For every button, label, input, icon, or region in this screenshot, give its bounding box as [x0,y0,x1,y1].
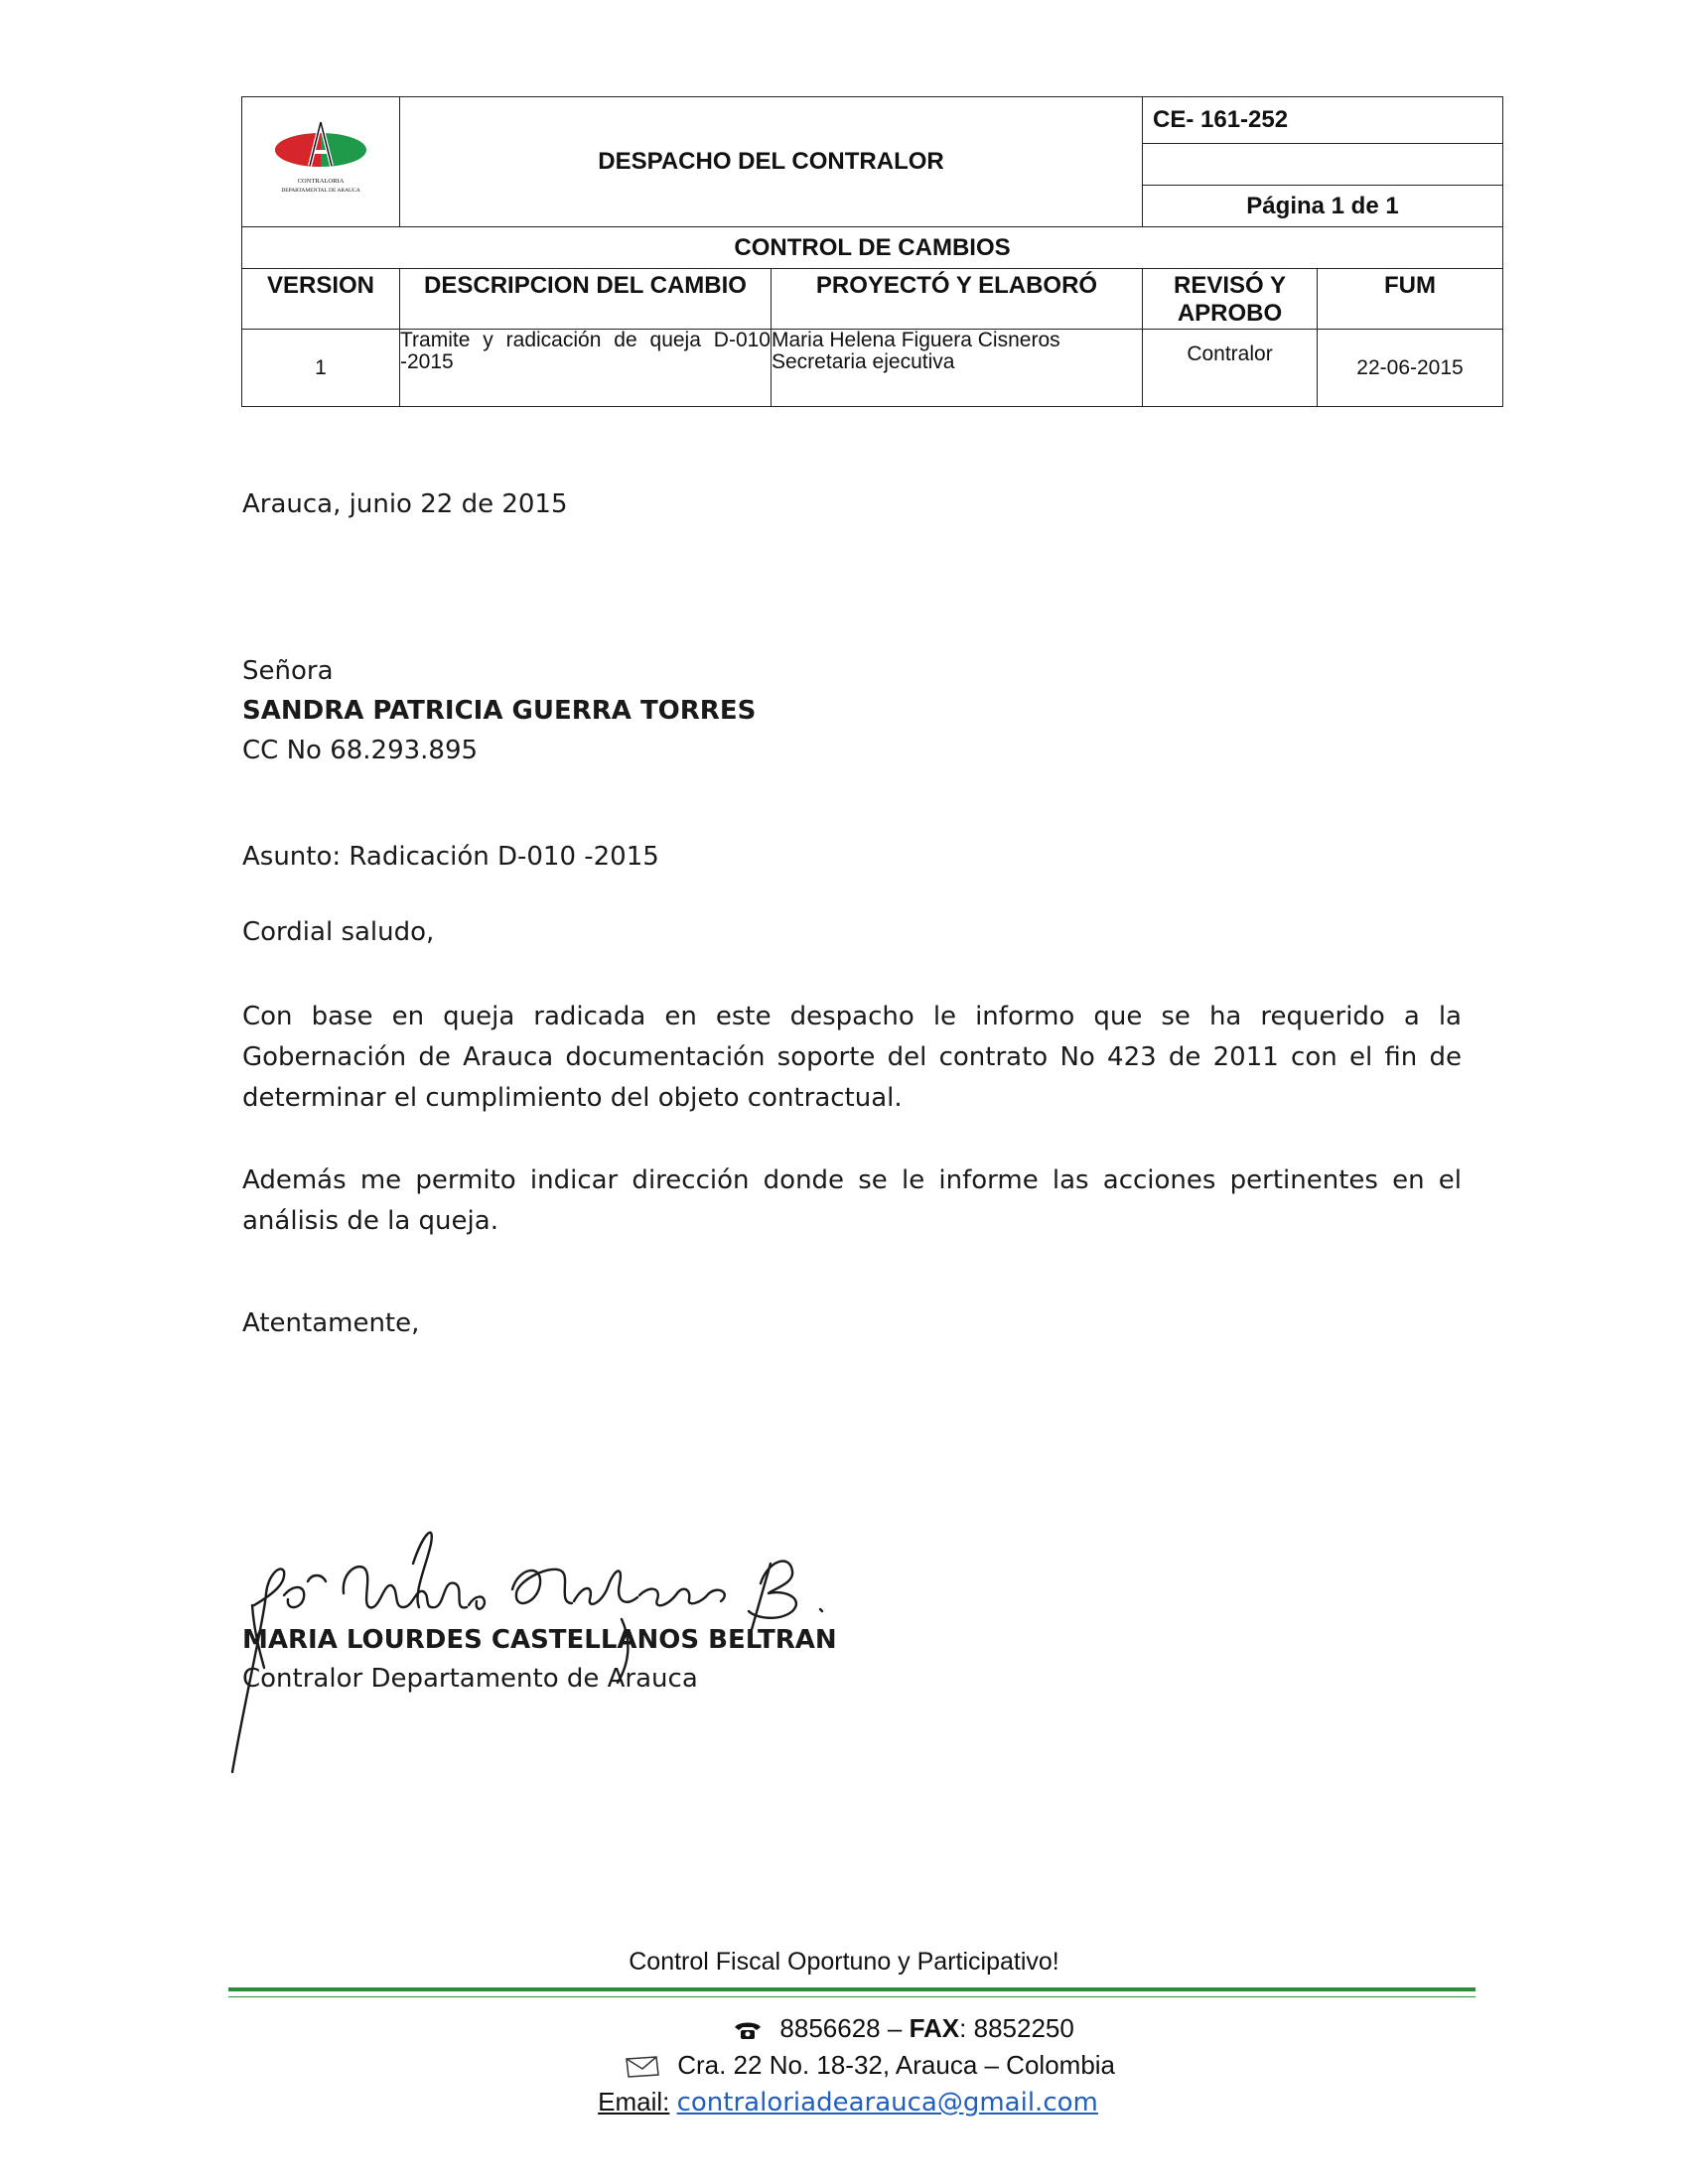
email-label: Email: [598,2087,670,2116]
column-header: DESCRIPCION DEL CAMBIO [400,269,772,330]
letter-paragraph: Con base en queja radicada en este despacho le informo que se ha requerido a la Gobernación de Arauca documentación soporte del contrato No 423 de 2011 con el fin de determinar el cumplimiento del objeto contractual. [242,1002,1462,1113]
phone-line [0,2010,1688,2047]
column-header: REVISÓ Y APROBO [1143,269,1318,330]
office-title: DESPACHO DEL CONTRALOR [400,97,1143,227]
column-header: FUM [1318,269,1503,330]
document-code: CE- 161-252 [1143,97,1503,144]
footer-slogan: Control Fiscal Oportuno y Participativo! [629,1948,1059,1976]
signer-name: MARIA LOURDES CASTELLANOS BELTRAN [242,1625,837,1655]
approved-by-cell: Contralor [1143,330,1318,407]
fax-number: : 8852250 [959,2013,1074,2043]
footer-divider-thin [228,1996,1476,1997]
letter-greeting: Cordial saludo, [242,917,435,947]
column-header: VERSION [242,269,400,330]
letter-subject: Asunto: Radicación D-010 -2015 [242,842,659,872]
recipient-id: CC No 68.293.895 [242,736,479,765]
footer-divider [228,1987,1476,1991]
address-line [0,2047,1688,2084]
table-row [242,330,1503,407]
signer-block [242,1621,837,1699]
elaborated-by-cell [772,330,1143,407]
fum-cell: 22-06-2015 [1318,330,1503,407]
phone-dash: – [887,2013,903,2043]
description-cell: Tramite y radicación de queja D-010 -2015 [400,330,772,407]
salutation-title: Señora [242,656,334,686]
version-cell: 1 [242,330,400,407]
document-header-table [241,96,1503,407]
footer-contact [0,2010,1688,2121]
svg-text:CONTRALORIA: CONTRALORIA [297,177,345,185]
letter-date: Arauca, junio 22 de 2015 [242,489,568,519]
recipient-name: SANDRA PATRICIA GUERRA TORRES [242,696,757,726]
postal-address: Cra. 22 No. 18-32, Arauca – Colombia [677,2050,1116,2080]
page-number: Página 1 de 1 [1143,186,1503,227]
signer-title: Contralor Departamento de Arauca [242,1664,698,1694]
empty-code-cell [1143,144,1503,186]
email-line [0,2084,1688,2121]
elaborated-by-role: Secretaria ejecutiva [772,350,955,373]
letter-paragraph: Además me permito indicar dirección donde se le informe las acciones pertinentes en el análisis de la queja. [242,1165,1462,1236]
letter-closing: Atentamente, [242,1308,420,1338]
control-title: CONTROL DE CAMBIOS [242,227,1503,269]
telephone-icon [733,2019,763,2041]
svg-text:DEPARTAMENTAL DE ARAUCA: DEPARTAMENTAL DE ARAUCA [281,187,360,194]
column-header: PROYECTÓ Y ELABORÓ [772,269,1143,330]
letter-body [242,486,1462,1341]
elaborated-by-name: Maria Helena Figuera Cisneros [772,329,1060,351]
contraloria-logo [266,120,375,200]
logo-cell [242,97,400,227]
envelope-icon [623,2055,660,2079]
phone-number: 8856628 [779,2013,881,2043]
email-link[interactable]: contraloriadearauca@gmail.com [676,2088,1098,2117]
recipient-block [242,651,1462,770]
fax-label: FAX [909,2013,960,2043]
